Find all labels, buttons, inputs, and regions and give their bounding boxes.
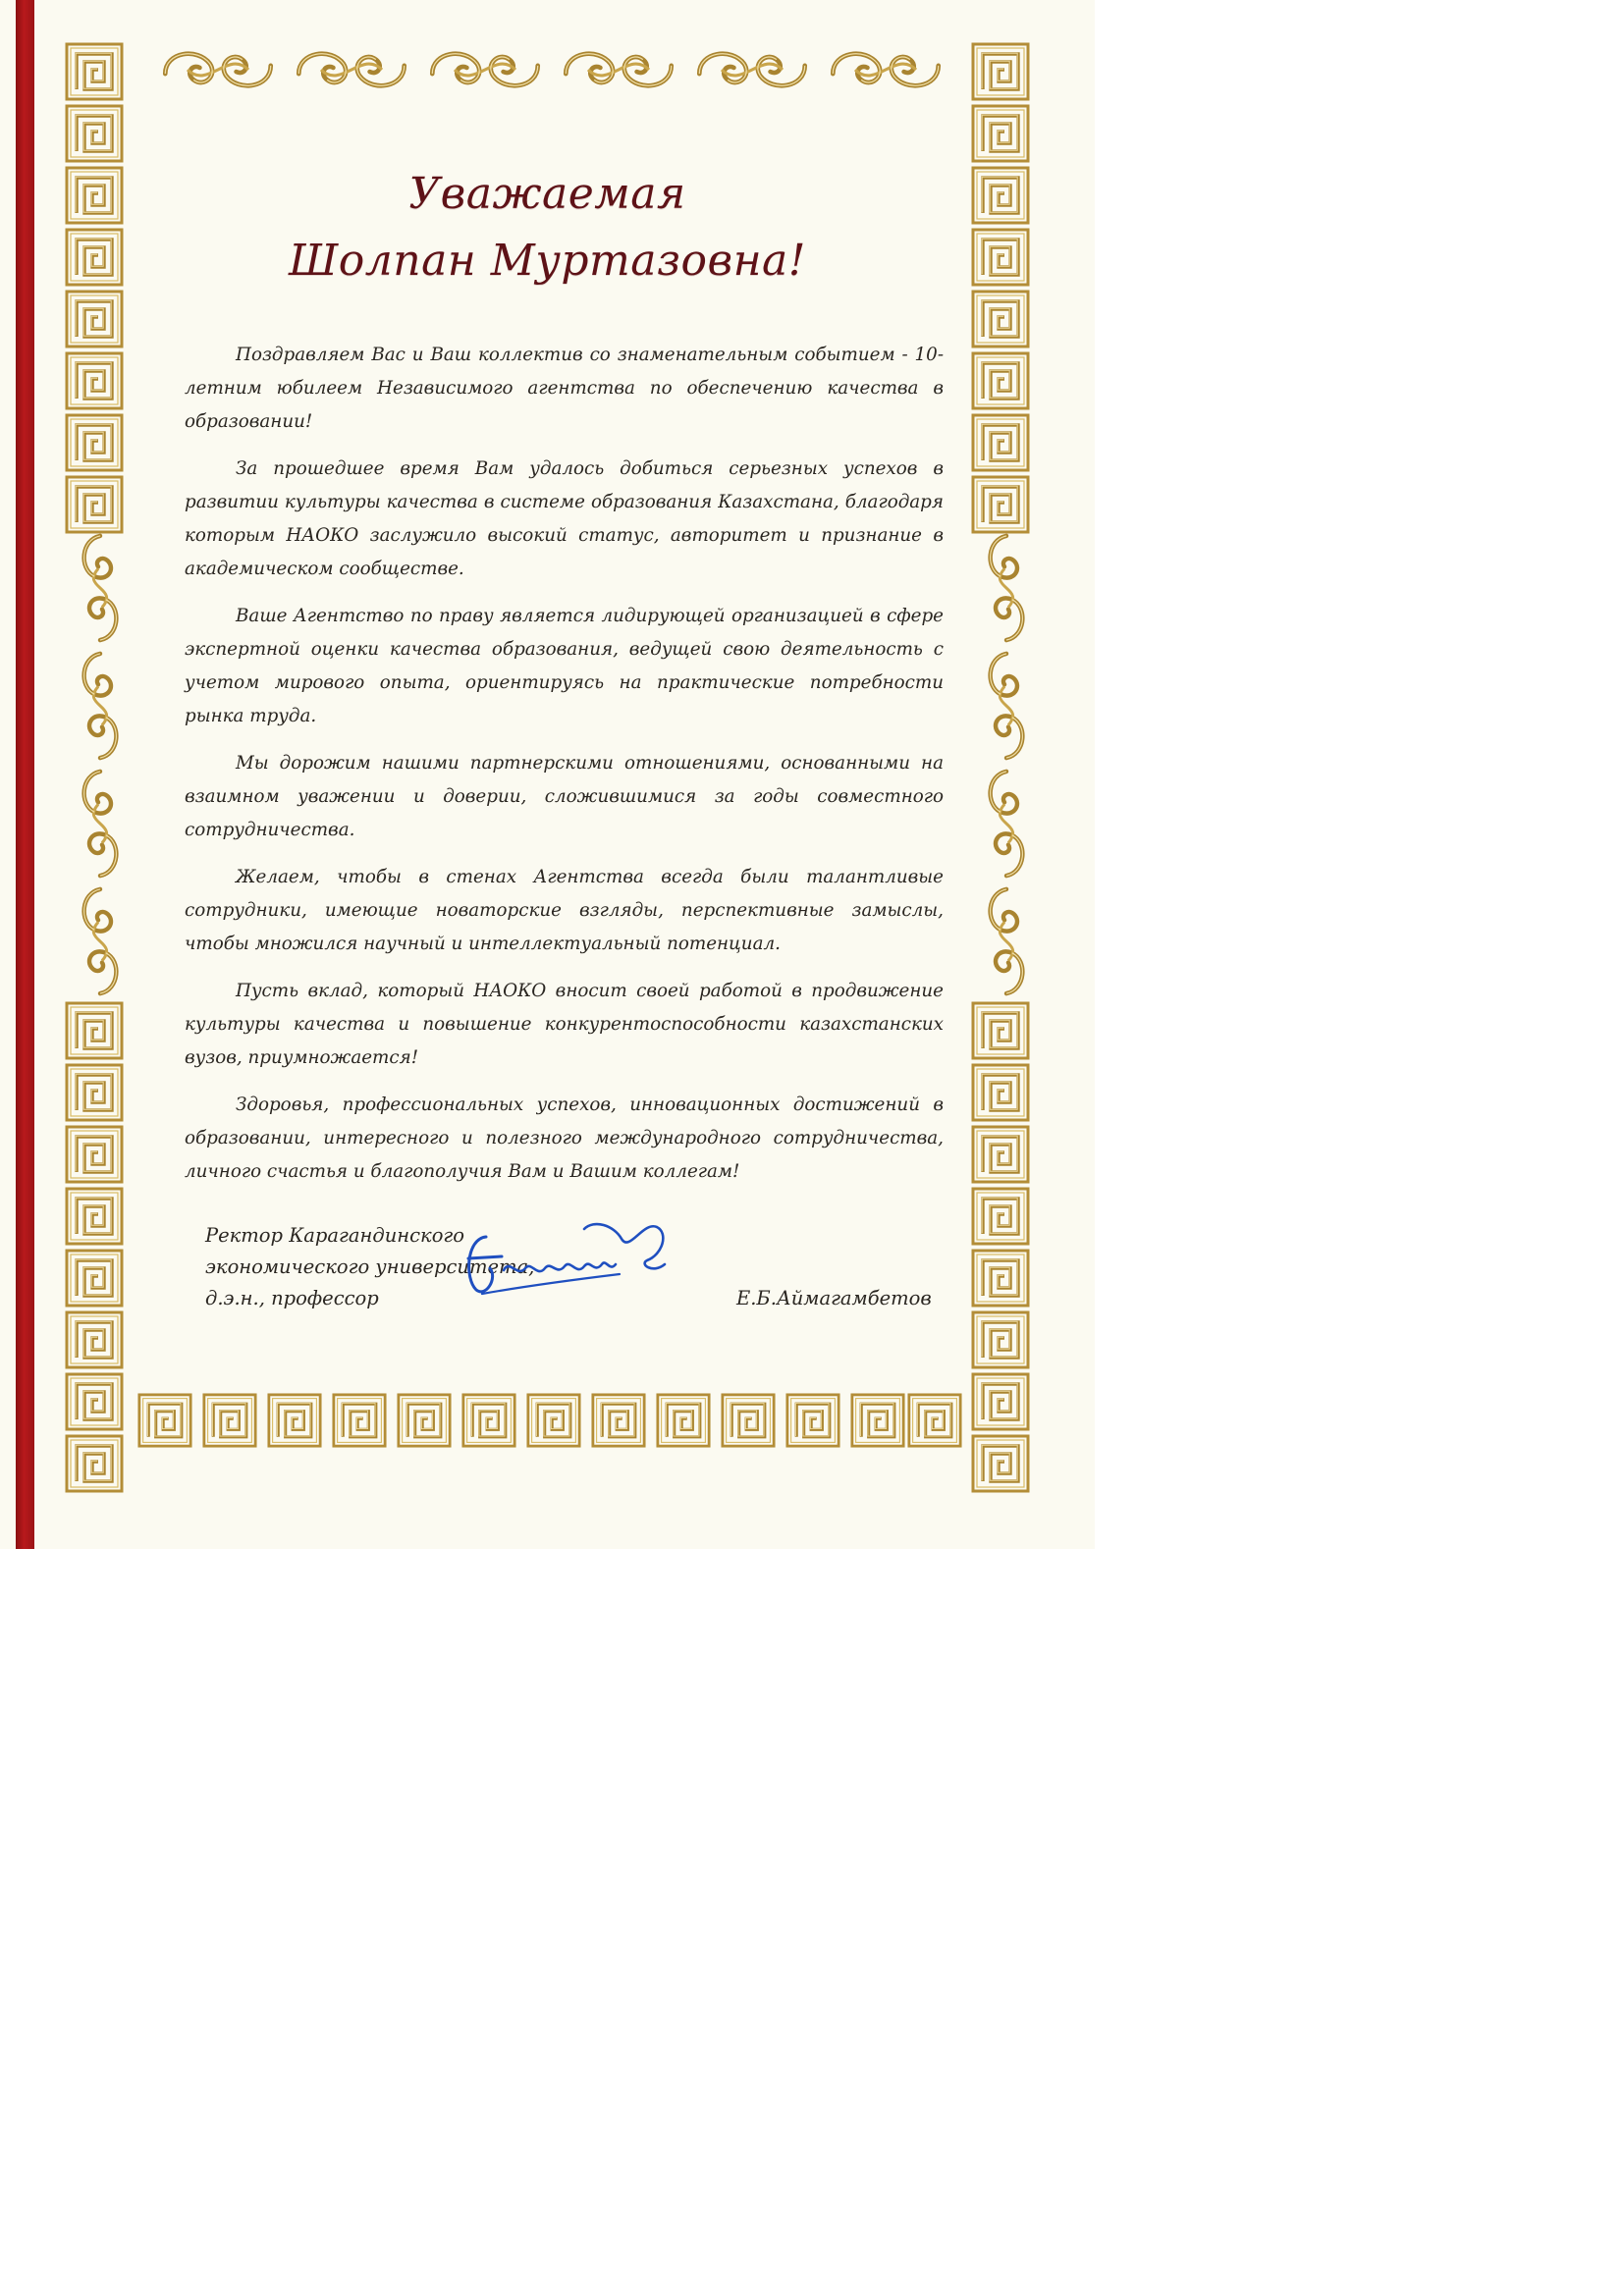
signatory-title-line-2: экономического университета,: [205, 1255, 535, 1278]
paragraph: За прошедшее время Вам удалось добиться серьезных успехов в развитии культуры качества в системе образования Казахстана, благодаря которым НАОКО заслужило высокий статус, авторитет и признание в академическом сообществе.: [185, 458, 944, 579]
signatory-name: Е.Б.Аймагамбетов: [736, 1287, 932, 1309]
paragraph: Мы дорожим нашими партнерскими отношениями, основанными на взаимном уважении и доверии, сложившимися за годы совместного сотрудничества.: [185, 753, 944, 840]
certificate-page: [0, 0, 1095, 1549]
signatory-title-line-3: д.э.н., профессор: [205, 1287, 379, 1309]
salutation-line-1: Уважаемая: [408, 169, 686, 219]
signatory-title-line-1: Ректор Карагандинского: [205, 1224, 465, 1247]
letter-body: [185, 339, 944, 1202]
paragraph: Поздравляем Вас и Ваш коллектив со знаменательным событием - 10-летним юбилеем Независимого агентства по обеспечению качества в образовании!: [185, 345, 944, 432]
handwritten-signature: [447, 1209, 702, 1308]
paragraph: Здоровья, профессиональных успехов, инновационных достижений в образовании, интересного и полезного международного сотрудничества, личного счастья и благополучия Вам и Вашим коллегам!: [185, 1095, 944, 1182]
paragraph: Ваше Агентство по праву является лидирующей организацией в сфере экспертной оценки качества образования, ведущей свою деятельность с учетом мирового опыта, ориентируясь на практические потребности рынка труда.: [185, 606, 944, 726]
paragraph: Желаем, чтобы в стенах Агентства всегда были талантливые сотрудники, имеющие новаторские взгляды, перспективные замыслы, чтобы множился научный и интеллектуальный потенциал.: [185, 867, 944, 954]
paragraph: Пусть вклад, который НАОКО вносит своей работой в продвижение культуры качества и повышение конкурентоспособности казахстанских вузов, приумножается!: [185, 981, 944, 1068]
salutation-line-2: Шолпан Муртазовна!: [289, 236, 806, 286]
